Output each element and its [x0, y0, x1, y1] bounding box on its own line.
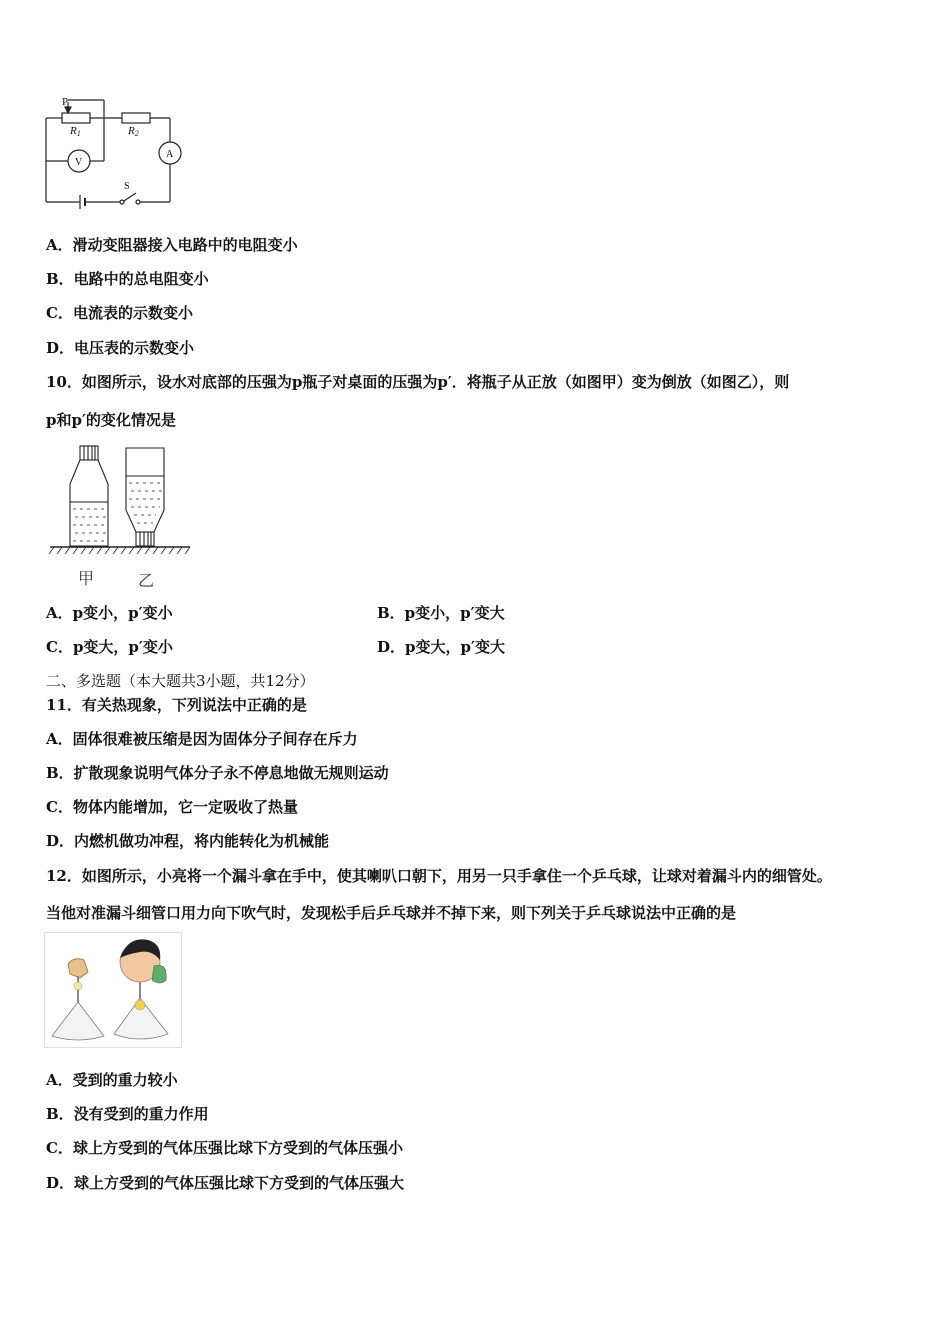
q12-option-c: C．球上方受到的气体压强比球下方受到的气体压强小 [46, 1139, 403, 1157]
label-yi: 乙 [138, 573, 155, 590]
bottle-inverted [126, 448, 164, 546]
q9-option-b: B．电路中的总电阻变小 [46, 270, 209, 288]
funnel-illustration [44, 932, 182, 1048]
label-r1: R1 [70, 125, 81, 138]
q10-option-d: D．p变大，p′变大 [377, 638, 505, 656]
q12-option-a: A．受到的重力较小 [46, 1071, 178, 1089]
q9-option-a: A．滑动变阻器接入电路中的电阻变小 [46, 236, 298, 254]
q10-option-c: C．p变大，p′变小 [46, 638, 173, 656]
switch-symbol [124, 193, 136, 201]
q10-option-a: A．p变小，p′变小 [46, 604, 173, 622]
q12-option-d: D．球上方受到的气体压强比球下方受到的气体压强大 [46, 1174, 405, 1192]
resistor-r2 [122, 113, 150, 123]
q11-option-b: B．扩散现象说明气体分子永不停息地做无规则运动 [46, 764, 389, 782]
q11-option-c: C．物体内能增加，它一定吸收了热量 [46, 798, 298, 816]
q11-option-d: D．内燃机做功冲程，将内能转化为机械能 [46, 832, 330, 850]
q12-stem-line2: 当他对准漏斗细管口用力向下吹气时，发现松手后乒乓球并不掉下来，则下列关于乒乓球说法中正确的是 [46, 904, 737, 922]
label-a: A [166, 149, 174, 160]
q12-option-b: B．没有受到的重力作用 [46, 1105, 209, 1123]
q11-stem: 11．有关热现象，下列说法中正确的是 [46, 696, 307, 714]
q10-stem-line2: p和p′的变化情况是 [46, 411, 176, 429]
q10-stem-line1: 10．如图所示，设水对底部的压强为p瓶子对桌面的压强为p′．将瓶子从正放（如图甲）变为倒放（如图乙），则 [46, 373, 790, 391]
bottle-upright [70, 446, 108, 546]
q9-option-d: D．电压表的示数变小 [46, 339, 195, 357]
resistor-r1 [62, 113, 90, 123]
q12-stem-line1: 12．如图所示，小亮将一个漏斗拿在手中，使其喇叭口朝下，用另一只手拿住一个乒乓球，让球对着漏斗内的细管处。 [46, 867, 832, 885]
label-r2: R2 [128, 125, 139, 138]
label-v: V [75, 157, 83, 168]
label-jia: 甲 [78, 571, 95, 588]
section-title: 二、多选题（本大题共3小题，共12分） [46, 672, 315, 690]
label-s: S [124, 181, 130, 192]
boy-blowing [114, 939, 168, 1039]
q11-option-a: A．固体很难被压缩是因为固体分子间存在斥力 [46, 730, 358, 748]
q9-option-c: C．电流表的示数变小 [46, 304, 193, 322]
circuit-diagram [40, 92, 190, 214]
bottles-figure [48, 442, 193, 590]
hand-with-funnel [52, 959, 104, 1040]
q10-option-b: B．p变小，p′变大 [377, 604, 505, 622]
label-p: P [62, 96, 69, 108]
